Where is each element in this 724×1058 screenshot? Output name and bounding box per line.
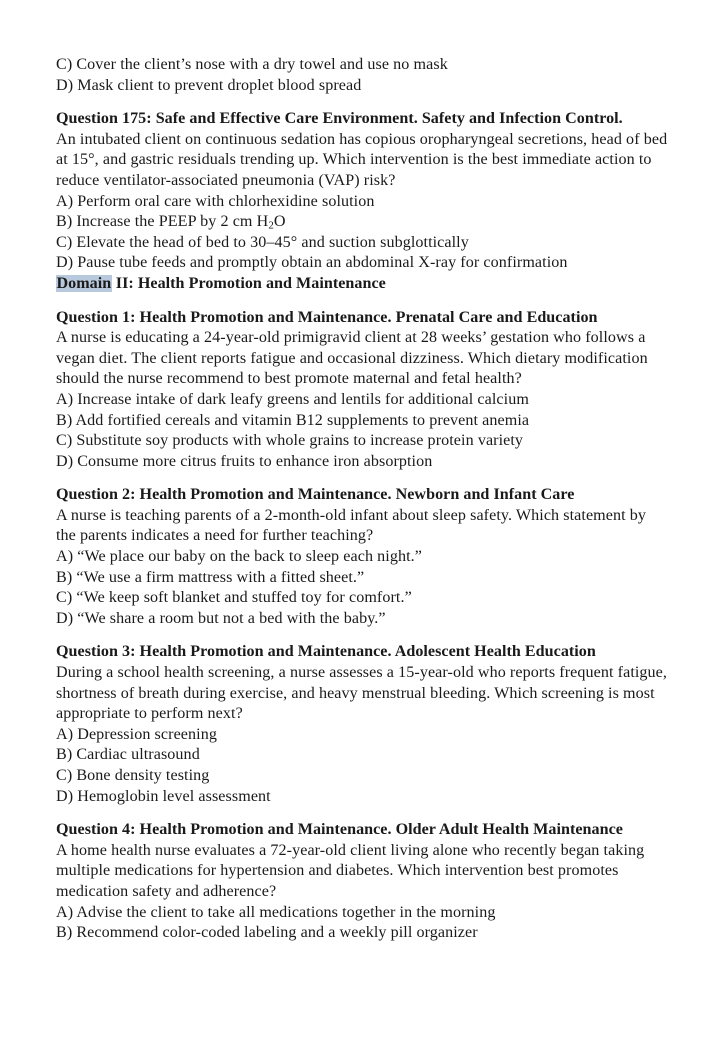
question-4-heading: Question 4: Health Promotion and Maintenance. Older Adult Health Maintenance: [56, 821, 623, 839]
question-3-heading: Question 3: Health Promotion and Maintenance. Adolescent Health Education: [56, 643, 596, 661]
question-3-block: [56, 642, 669, 807]
document-content: [56, 55, 669, 944]
question-1-stem-line-1: A nurse is educating a 24-year-old primigravid client at 28 weeks’ gestation who follows a: [56, 329, 646, 347]
question-1-stem-line-2: vegan diet. The client reports fatigue and occasional dizziness. Which dietary modification: [56, 349, 648, 367]
question-1-block: [56, 308, 669, 473]
question-3-stem-line-2: shortness of breath during exercise, and heavy menstrual bleeding. Which screening is most: [56, 684, 655, 702]
question-1-option-a: A) Increase intake of dark leafy greens and lentils for additional calcium: [56, 390, 529, 408]
question-4-stem-line-2: multiple medications for hypertension and diabetes. Which intervention best promotes: [56, 862, 619, 880]
question-4-block: [56, 820, 669, 944]
question-4-stem-line-3: medication safety and adherence?: [56, 882, 277, 900]
domain-heading-rest: II: Health Promotion and Maintenance: [111, 274, 386, 292]
question-2-option-b: B) “We use a firm mattress with a fitted sheet.”: [56, 568, 365, 586]
option-b-text-post: O: [273, 213, 286, 231]
question-1-option-b: B) Add fortified cereals and vitamin B12 supplements to prevent anemia: [56, 411, 530, 429]
question-175-option-b: [56, 212, 669, 233]
question-3-option-d: D) Hemoglobin level assessment: [56, 787, 271, 805]
paragraph-spacer: [56, 96, 669, 109]
question-3-stem-line-3: appropriate to perform next?: [56, 705, 243, 723]
question-2-option-c: C) “We keep soft blanket and stuffed toy for comfort.”: [56, 589, 412, 607]
question-4-option-b: B) Recommend color-coded labeling and a weekly pill organizer: [56, 924, 478, 942]
question-2-stem-line-2: the parents indicates a need for further teaching?: [56, 527, 374, 545]
question-2-heading: Question 2: Health Promotion and Maintenance. Newborn and Infant Care: [56, 486, 575, 504]
domain-heading: [56, 274, 669, 295]
question-1-option-d: D) Consume more citrus fruits to enhance iron absorption: [56, 452, 433, 470]
question-2-option-d: D) “We share a room but not a bed with the baby.”: [56, 609, 386, 627]
question-175-block: [56, 109, 669, 274]
question-3-option-b: B) Cardiac ultrasound: [56, 746, 200, 764]
paragraph-spacer: [56, 807, 669, 820]
question-175-tail-options: [56, 55, 669, 96]
question-175-option-a: A) Perform oral care with chlorhexidine solution: [56, 192, 375, 210]
question-1-option-c: C) Substitute soy products with whole grains to increase protein variety: [56, 432, 524, 450]
question-175-stem-line-3: reduce ventilator-associated pneumonia (VAP) risk?: [56, 171, 396, 189]
question-175-heading: Question 175: Safe and Effective Care Environment. Safety and Infection Control.: [56, 110, 623, 128]
question-2-option-a: A) “We place our baby on the back to sleep each night.”: [56, 548, 422, 566]
domain-heading-block: [56, 274, 669, 295]
subscript-two: 2: [268, 219, 274, 232]
question-3-stem-line-1: During a school health screening, a nurse assesses a 15-year-old who reports frequent fatigue,: [56, 664, 668, 682]
option-c: C) Cover the client’s nose with a dry towel and use no mask: [56, 56, 448, 73]
question-175-option-c: C) Elevate the head of bed to 30–45° and suction subglottically: [56, 233, 469, 251]
question-3-option-c: C) Bone density testing: [56, 767, 210, 784]
question-3-option-a: A) Depression screening: [56, 725, 217, 743]
paragraph-spacer: [56, 472, 669, 485]
paragraph-spacer: [56, 295, 669, 308]
question-2-block: [56, 485, 669, 629]
question-1-heading: Question 1: Health Promotion and Maintenance. Prenatal Care and Education: [56, 308, 598, 326]
question-175-stem-line-2: at 15°, and gastric residuals trending up. Which intervention is the best immediate action to: [56, 151, 652, 169]
paragraph-spacer: [56, 629, 669, 642]
question-175-stem-line-1: An intubated client on continuous sedation has copious oropharyngeal secretions, head of bed: [56, 130, 668, 148]
question-175-option-d: D) Pause tube feeds and promptly obtain an abdominal X-ray for confirmation: [56, 254, 568, 272]
option-b-text-pre: B) Increase the PEEP by 2 cm H: [56, 213, 269, 231]
question-4-option-a: A) Advise the client to take all medications together in the morning: [56, 903, 496, 921]
selected-text-domain[interactable]: Domain: [56, 274, 112, 292]
question-4-stem-line-1: A home health nurse evaluates a 72-year-old client living alone who recently began taking: [56, 841, 645, 859]
option-d: D) Mask client to prevent droplet blood spread: [56, 76, 362, 94]
question-2-stem-line-1: A nurse is teaching parents of a 2-month-old infant about sleep safety. Which statement by: [56, 506, 647, 524]
question-1-stem-line-3: should the nurse recommend to best promote maternal and fetal health?: [56, 370, 522, 388]
